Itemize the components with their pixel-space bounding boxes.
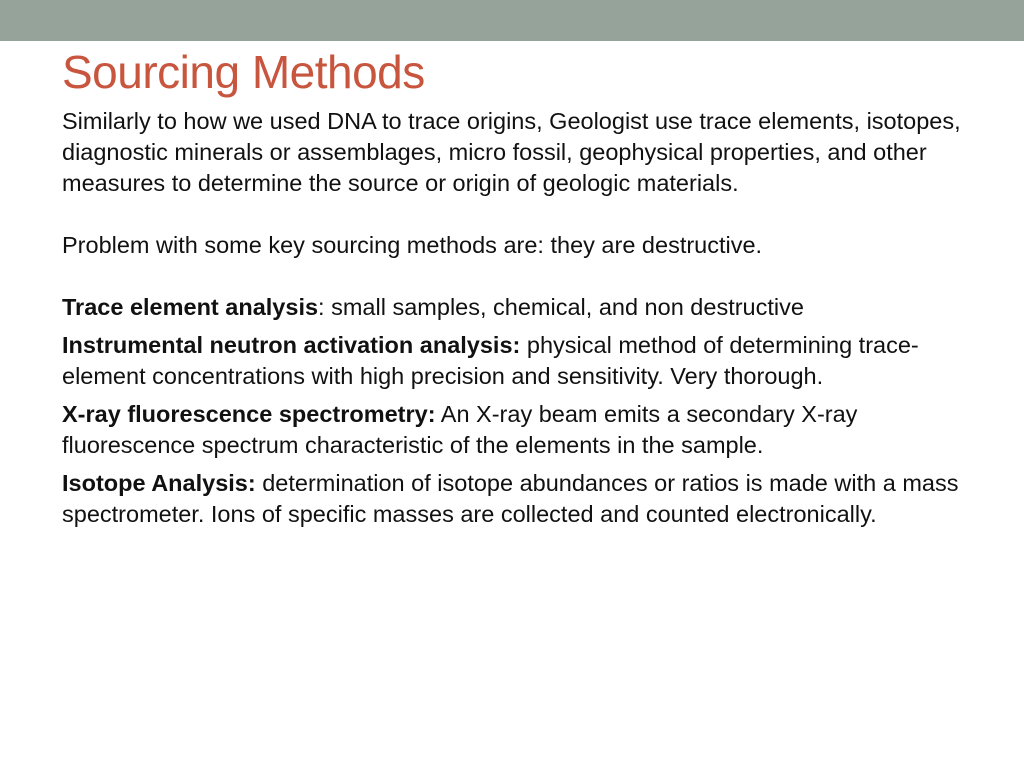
method-term: Instrumental neutron activation analysis: (62, 332, 521, 358)
method-description: An X-ray beam emits a secondary X-ray fluorescence spectrum characteristic of the elements in the sample. (62, 401, 858, 458)
method-term: X-ray fluorescence spectrometry: (62, 401, 436, 427)
method-trace-element (62, 292, 982, 323)
method-description: small samples, chemical, and non destructive (331, 294, 804, 320)
problem-paragraph: Problem with some key sourcing methods are: they are destructive. (62, 232, 763, 258)
method-isotope-analysis (62, 468, 982, 530)
method-xray-fluorescence (62, 399, 982, 461)
method-separator: : (318, 294, 332, 320)
method-neutron-activation (62, 330, 982, 392)
method-description: physical method of determining trace-element concentrations with high precision and sensitivity. Very thorough. (62, 332, 919, 389)
method-description: determination of isotope abundances or ratios is made with a mass spectrometer. Ions of specific masses are collected and counted electronically. (62, 470, 959, 527)
top-accent-bar (0, 0, 1024, 41)
intro-paragraph: Similarly to how we used DNA to trace origins, Geologist use trace elements, isotopes, diagnostic minerals or assemblages, micro fossil, geophysical properties, and other measures to determine the source or origin of geologic materials. (62, 108, 961, 196)
slide-body (62, 106, 982, 537)
slide-title: Sourcing Methods (62, 46, 425, 98)
method-term: Trace element analysis (62, 294, 319, 320)
method-term: Isotope Analysis: (62, 470, 256, 496)
